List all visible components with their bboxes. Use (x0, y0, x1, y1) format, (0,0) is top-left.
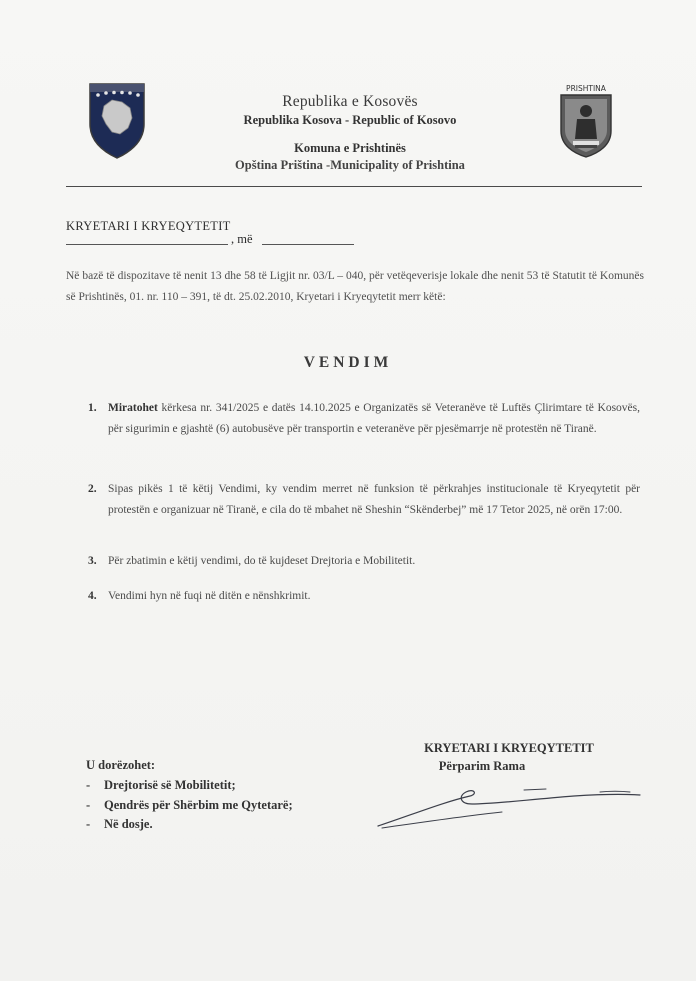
item-body: kërkesa nr. 341/2025 e datës 14.10.2025 e Organizatës së Veteranëve të Luftës Çlirimtare të Kosovës, për sigurimin e gjashtë (6) autobusëve për transportin e veteranëve për pjesëmarrje në protestën në Tiranë. (108, 402, 640, 435)
list-dash: - (86, 797, 91, 812)
place-blank-line (66, 244, 228, 245)
municipality-name-sq: Komuna e Prishtinës (294, 141, 406, 155)
item-number: 4. (88, 590, 97, 602)
list-item (86, 776, 293, 796)
list-item (86, 815, 293, 835)
delivery-list (86, 776, 293, 835)
item-lead: Miratohet (108, 402, 158, 414)
header-divider (66, 186, 642, 187)
signatory-name: Përparim Rama (438, 759, 526, 773)
item-number: 2. (88, 483, 97, 495)
recipient: Drejtorisë së Mobilitetit; (104, 778, 236, 792)
item-number: 3. (88, 555, 97, 567)
legal-basis-paragraph: Në bazë të dispozitave të nenit 13 dhe 58 të Ligjit nr. 03/L – 040, për vetëqeverisje lokale dhe nenit 53 të Statutit të Komunës së Prishtinës, 01. nr. 110 – 391, të dt. 25.02.2010, Kryetari i Kryeqytetit merr këtë: (66, 270, 644, 303)
decision-item (88, 586, 640, 607)
country-name-sq: Republika e Kosovës (282, 93, 418, 110)
item-number: 1. (88, 402, 97, 414)
date-label: , më (231, 232, 253, 246)
decision-item (88, 479, 640, 521)
municipality-name-multilingual: Opština Priština -Municipality of Prishtina (235, 158, 465, 172)
delivery-title: U dorëzohet: (86, 758, 156, 772)
country-name-multilingual: Republika Kosova - Republic of Kosovo (243, 113, 457, 127)
recipient: Qendrës për Shërbim me Qytetarë; (104, 797, 293, 812)
signatory-title: KRYETARI I KRYEQYTETIT (424, 741, 594, 755)
item-text (108, 398, 640, 440)
list-item (86, 796, 293, 816)
prishtina-emblem-icon (557, 83, 615, 159)
date-blank-line (262, 244, 354, 245)
office-title: KRYETARI I KRYEQYTETIT (66, 219, 231, 233)
decision-item (88, 551, 640, 572)
emblem-caption: PRISHTINA (566, 84, 606, 93)
recipient: Në dosje. (104, 817, 153, 831)
list-dash: - (86, 817, 91, 831)
list-dash: - (86, 778, 91, 792)
item-text: Sipas pikës 1 të këtij Vendimi, ky vendim merret në funksion të përkrahjes institucionale të Kryeqytetit për protestën e organizuar në Tiranë, e cila do të mbahet në Sheshin “Skënderbej” më 17 Tetor 2025, në orën 17:00. (108, 483, 640, 516)
decision-item (88, 398, 640, 440)
handwritten-signature (374, 782, 644, 832)
decision-title: VENDIM (303, 354, 393, 371)
item-text: Për zbatimin e këtij vendimi, do të kujdeset Drejtoria e Mobilitetit. (108, 555, 416, 567)
item-text: Vendimi hyn në fuqi në ditën e nënshkrimit. (108, 590, 311, 602)
kosovo-coat-of-arms-icon (86, 80, 148, 160)
